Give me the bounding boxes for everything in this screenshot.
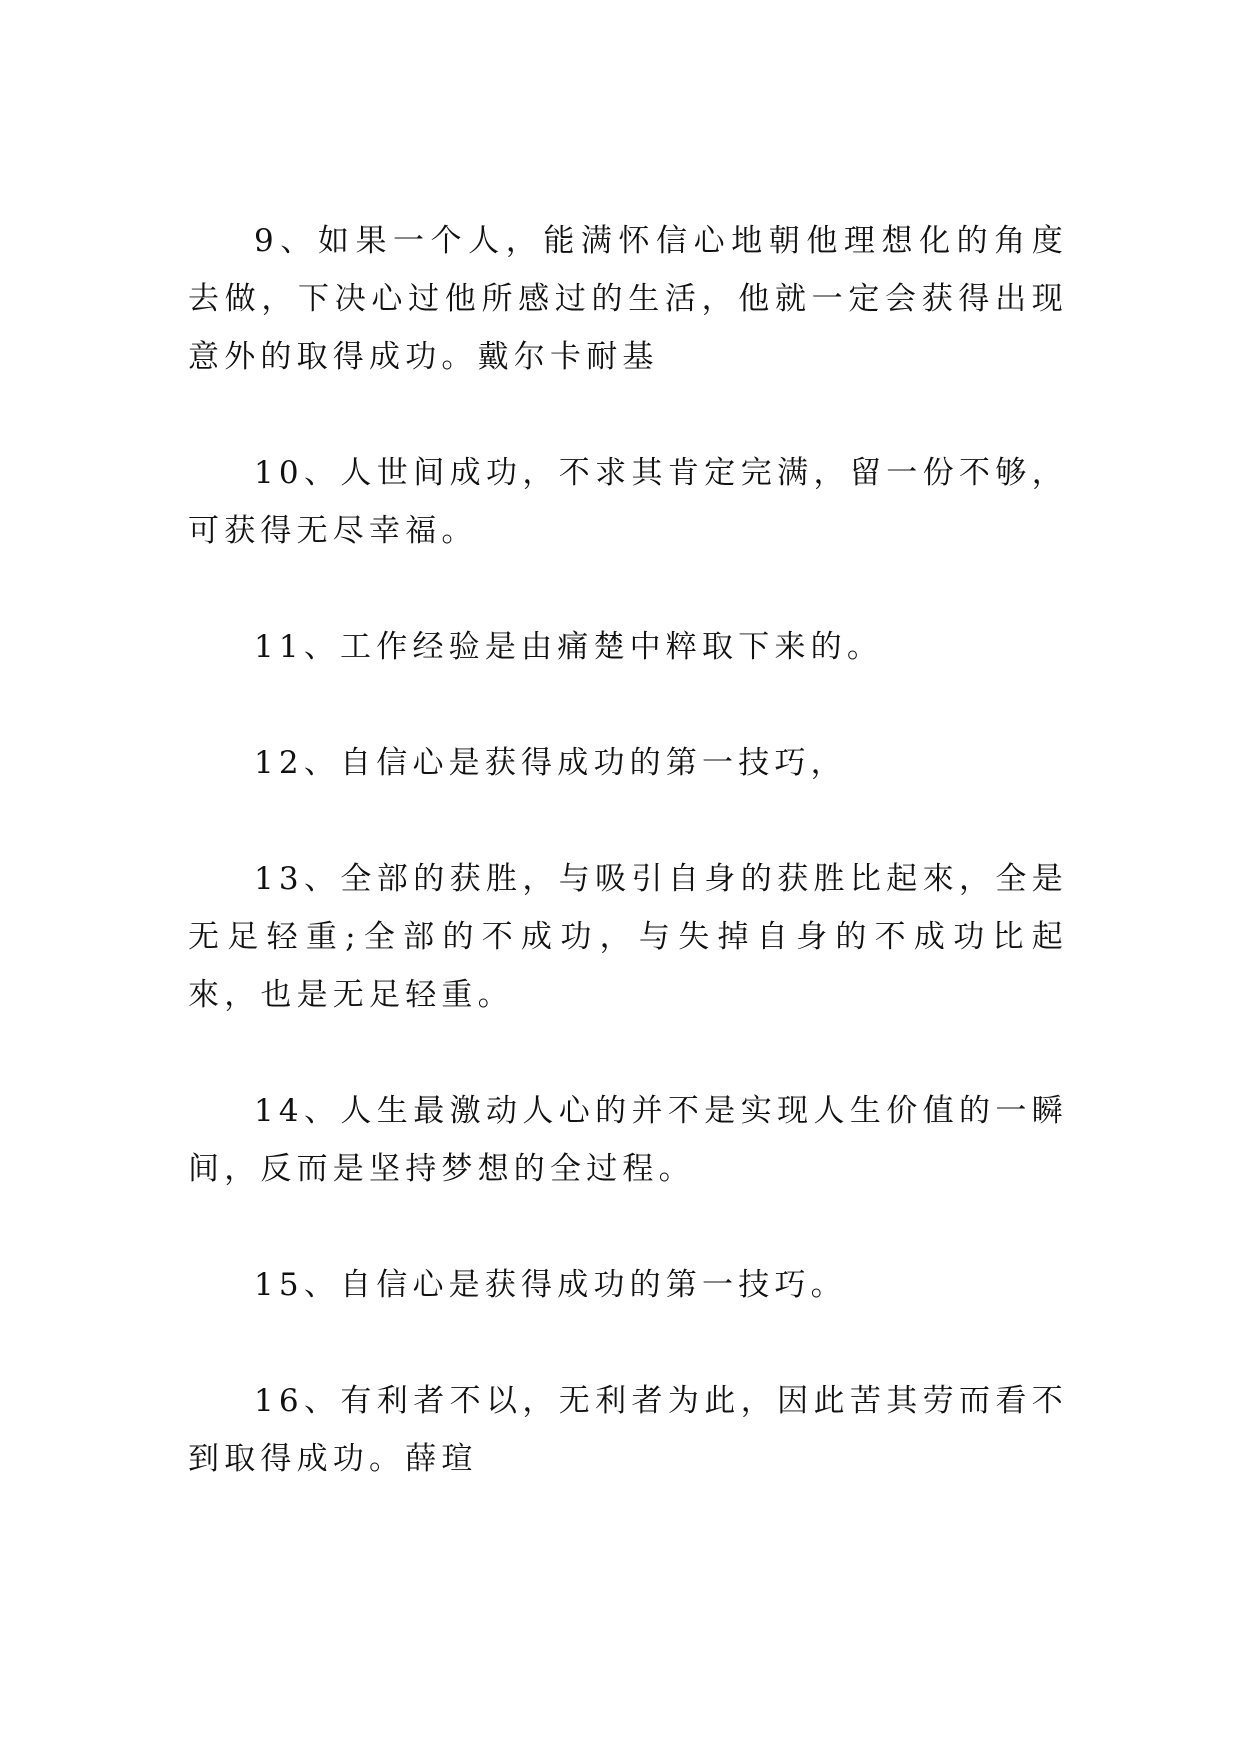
document-body: [188, 212, 1068, 1546]
quote-paragraph-11: 11、工作经验是由痛楚中粹取下来的。: [254, 629, 884, 665]
quote-paragraph-13: 13、全部的获胜，与吸引自身的获胜比起來，全是无足轻重;全部的不成功，与失掉自身的不成功比起來，也是无足轻重。: [188, 861, 1068, 1013]
quote-paragraph-12: 12、自信心是获得成功的第一技巧，: [254, 745, 847, 781]
quote-paragraph-15: 15、自信心是获得成功的第一技巧。: [254, 1267, 847, 1303]
quote-paragraph-10: 10、人世间成功，不求其肯定完满，留一份不够，可获得无尽幸福。: [188, 455, 1068, 549]
quote-paragraph-16: 16、有利者不以，无利者为此，因此苦其劳而看不到取得成功。薛瑄: [188, 1383, 1068, 1477]
quote-paragraph-14: 14、人生最激动人心的并不是实现人生价值的一瞬间，反而是坚持梦想的全过程。: [188, 1093, 1068, 1187]
quote-paragraph-9: 9、如果一个人，能满怀信心地朝他理想化的角度去做，下决心过他所感过的生活，他就一定会获得出现意外的取得成功。戴尔卡耐基: [188, 223, 1068, 375]
